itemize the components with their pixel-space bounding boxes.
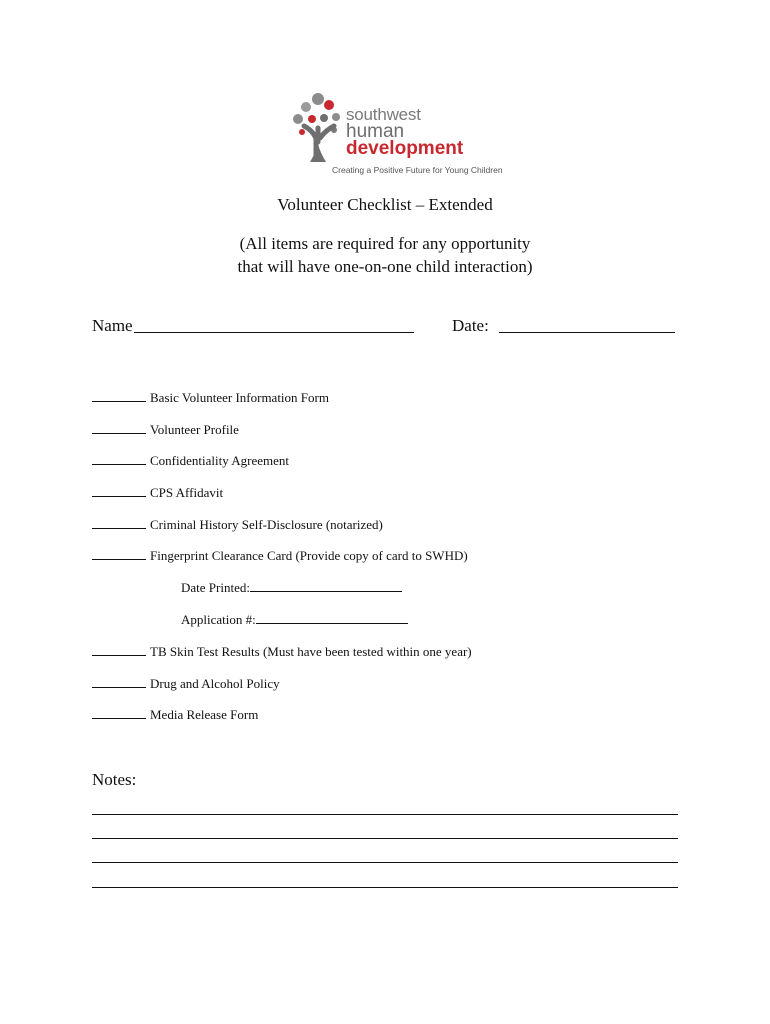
subtitle-line-1: (All items are required for any opportunity	[239, 234, 531, 253]
name-label: Name	[92, 316, 133, 335]
checklist-item-label: CPS Affidavit	[150, 485, 224, 500]
checklist-item	[92, 453, 289, 469]
application-number-field[interactable]	[256, 612, 408, 624]
checkbox-blank[interactable]	[92, 548, 146, 560]
checkbox-blank[interactable]	[92, 676, 146, 688]
checklist-item-label: Media Release Form	[150, 707, 259, 722]
checkbox-blank[interactable]	[92, 453, 146, 465]
date-printed-label: Date Printed:	[181, 580, 250, 595]
document-subtitle	[0, 232, 770, 278]
checkbox-blank[interactable]	[92, 422, 146, 434]
checkbox-blank[interactable]	[92, 517, 146, 529]
checklist-item-label: TB Skin Test Results (Must have been tested within one year)	[150, 644, 472, 659]
checklist-item	[92, 390, 329, 406]
checklist-item	[92, 548, 468, 564]
checkbox-blank[interactable]	[92, 644, 146, 656]
logo-text-southwest: southwest	[346, 105, 421, 124]
checklist-item-label: Fingerprint Clearance Card (Provide copy of card to SWHD)	[150, 548, 468, 563]
application-number-label: Application #:	[181, 612, 256, 627]
checklist-item-label: Basic Volunteer Information Form	[150, 390, 329, 405]
application-number-row	[181, 612, 408, 628]
date-printed-field[interactable]	[250, 580, 402, 592]
notes-line[interactable]	[92, 838, 678, 839]
logo-text-development: development	[346, 138, 464, 159]
organization-logo	[292, 92, 503, 178]
name-field[interactable]	[134, 332, 414, 333]
checkbox-blank[interactable]	[92, 707, 146, 719]
tree-logo-icon	[292, 92, 348, 162]
date-label: Date:	[452, 316, 489, 335]
checklist-item-label: Criminal History Self-Disclosure (notarized)	[150, 517, 383, 532]
logo-tagline: Creating a Positive Future for Young Children	[332, 165, 503, 175]
date-printed-row	[181, 580, 402, 596]
notes-line[interactable]	[92, 887, 678, 888]
checklist-item	[92, 644, 472, 660]
checklist-item	[92, 422, 239, 438]
checklist-item-label: Confidentiality Agreement	[150, 453, 289, 468]
checkbox-blank[interactable]	[92, 390, 146, 402]
checkbox-blank[interactable]	[92, 485, 146, 497]
notes-line[interactable]	[92, 814, 678, 815]
document-title: Volunteer Checklist – Extended	[277, 195, 493, 214]
checklist-item-label: Drug and Alcohol Policy	[150, 676, 280, 691]
notes-label: Notes:	[92, 770, 137, 789]
checklist-item	[92, 517, 383, 533]
checklist-item	[92, 676, 280, 692]
date-field[interactable]	[499, 332, 675, 333]
logo-text-human: human	[346, 121, 405, 142]
checklist-item	[92, 707, 258, 723]
checklist-item	[92, 485, 223, 501]
checklist-item-label: Volunteer Profile	[150, 422, 239, 437]
notes-line[interactable]	[92, 862, 678, 863]
subtitle-line-2: that will have one-on-one child interaction)	[237, 257, 533, 276]
